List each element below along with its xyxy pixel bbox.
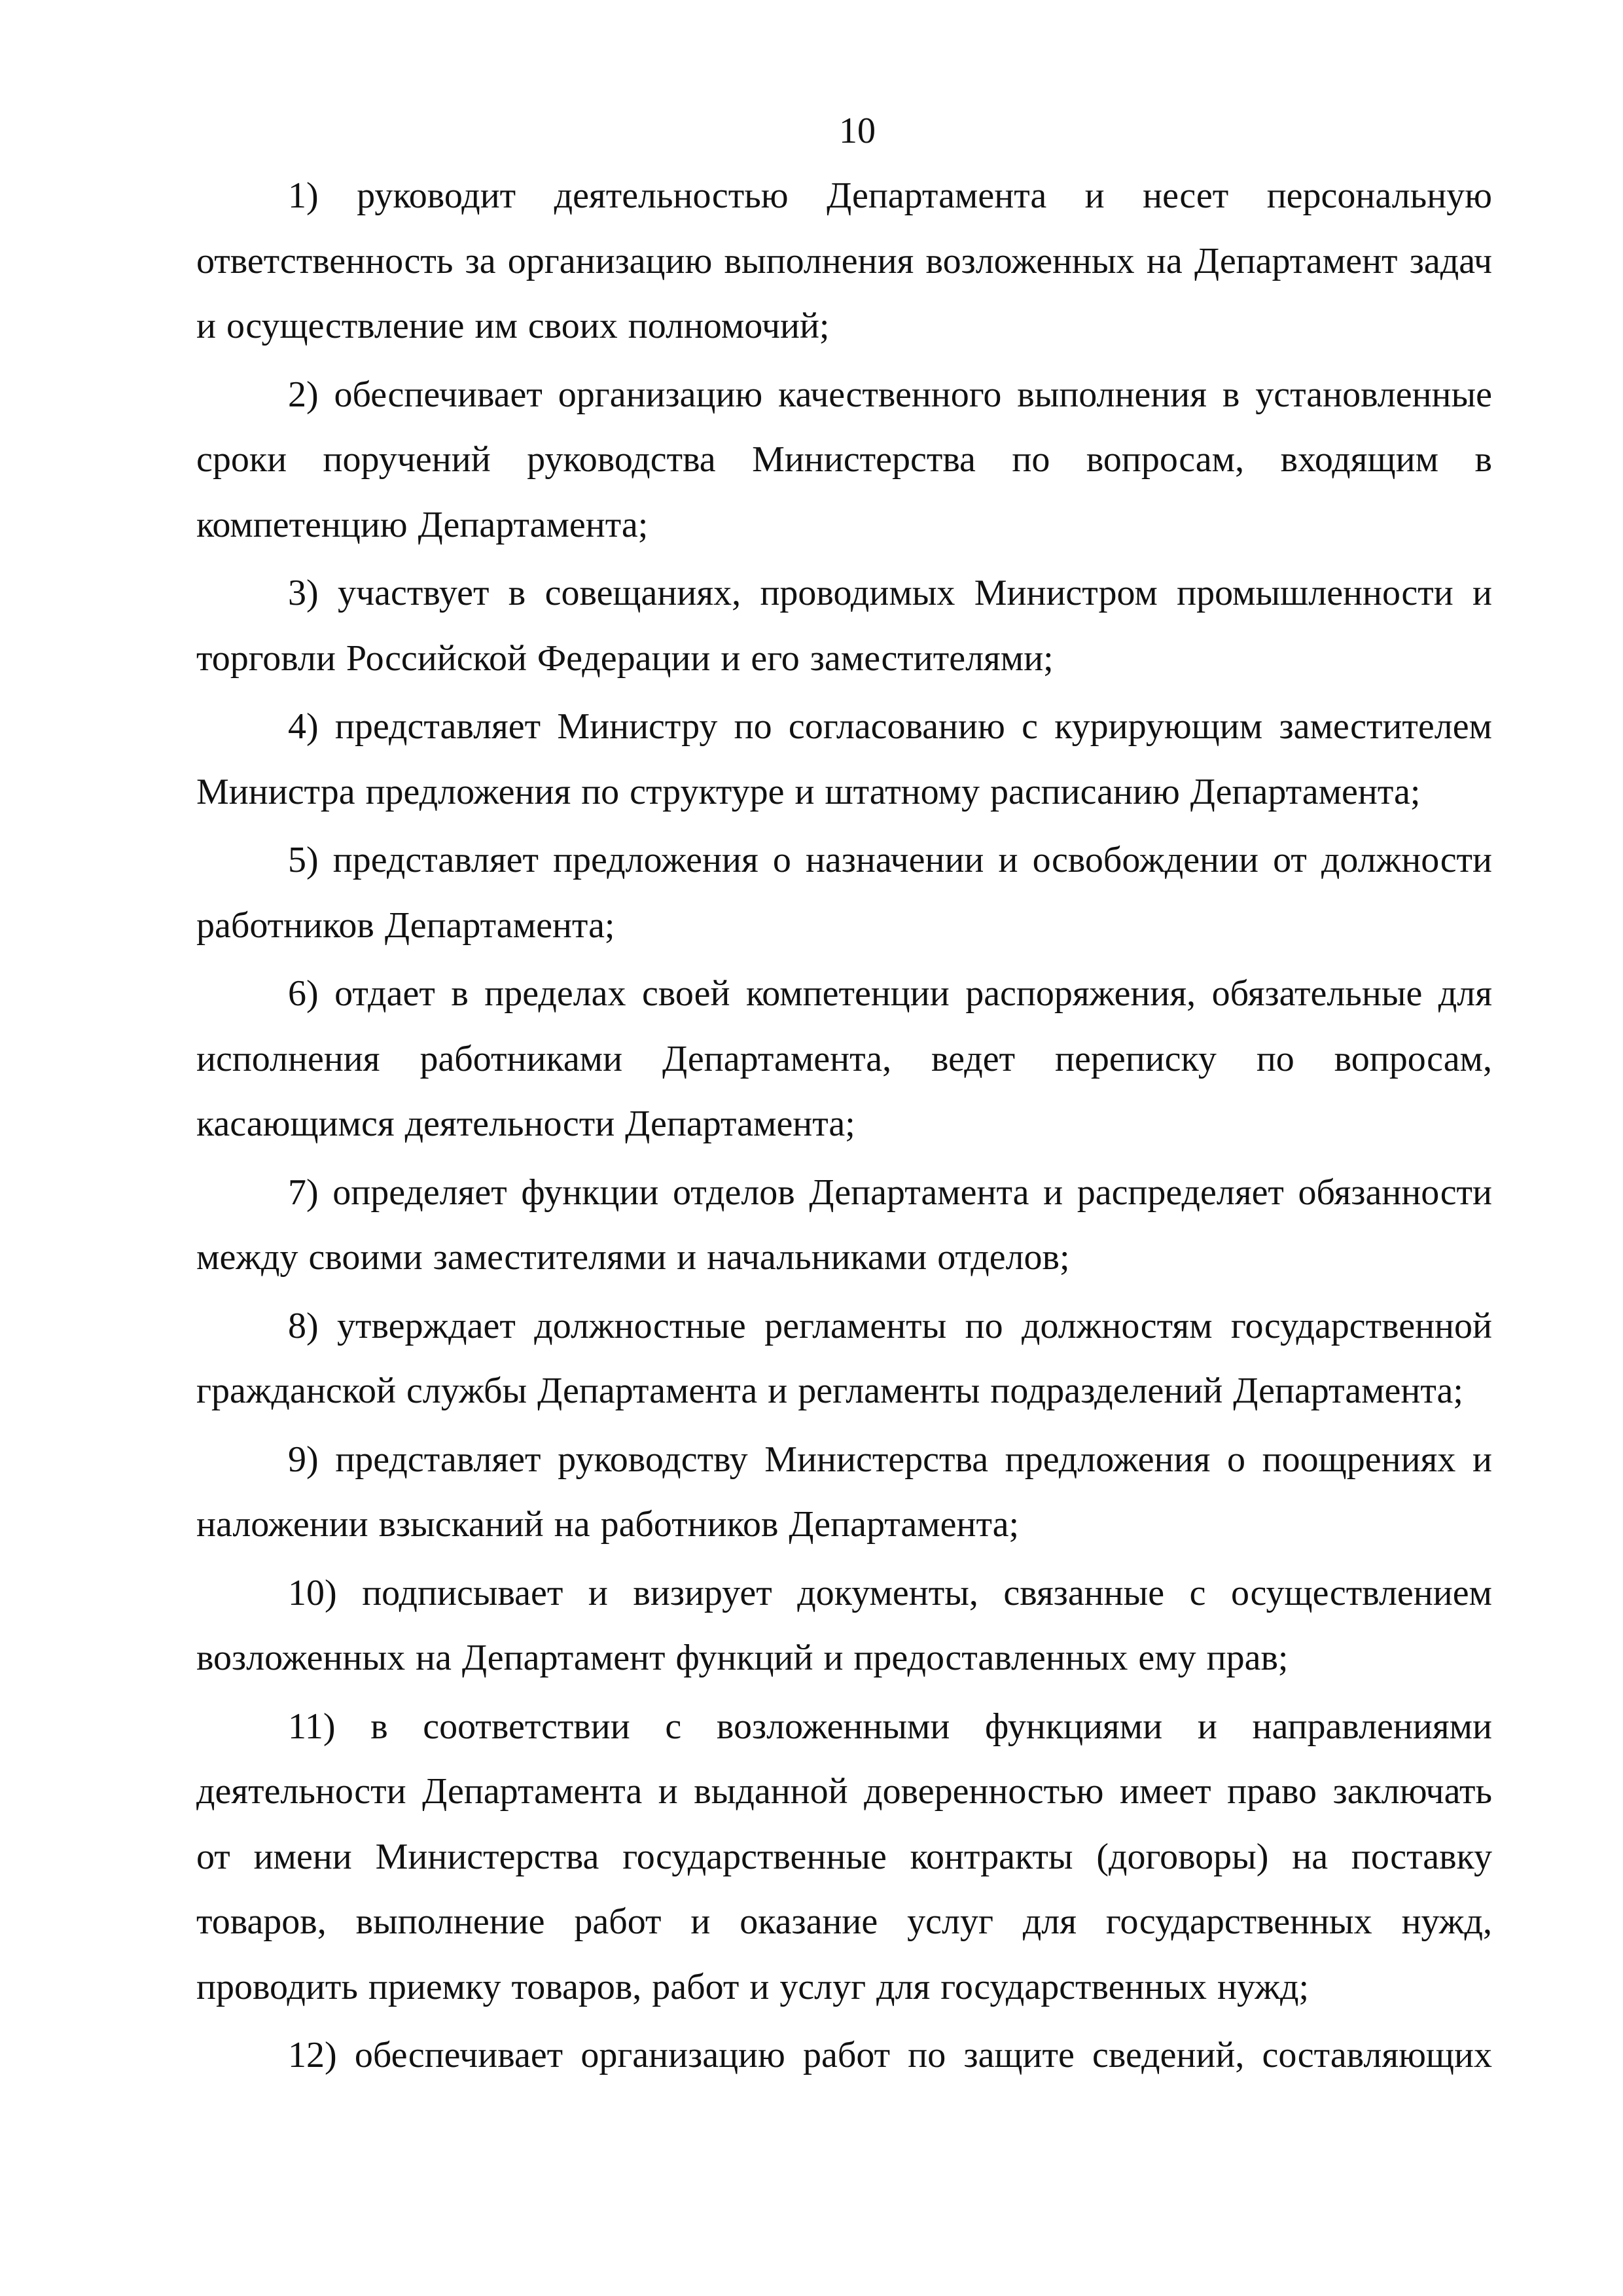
list-item: 3) участвует в совещаниях, проводимых Министром промышленности и торговли Российской Федерации и его заместителями; (196, 573, 1492, 679)
list-item: 5) представляет предложения о назначении и освобождении от должности работников Департамента; (196, 840, 1492, 946)
page-number: 10 (839, 111, 876, 151)
list-item: 4) представляет Министру по согласованию с курирующим заместителем Министра предложения по структуре и штатному расписанию Департамента; (196, 706, 1492, 812)
list-item: 6) отдает в пределах своей компетенции распоряжения, обязательные для исполнения работниками Департамента, ведет переписку по вопросам, касающимся деятельности Департамента; (196, 973, 1492, 1144)
list-item: 8) утверждает должностные регламенты по должностям государственной гражданской службы Департамента и регламенты подразделений Департамента; (196, 1305, 1492, 1411)
list-item: 2) обеспечивает организацию качественного выполнения в установленные сроки поручений руководства Министерства по вопросам, входящим в компетенцию Департамента; (196, 374, 1492, 545)
list-item: 12) обеспечивает организацию работ по защите сведений, составляющих (288, 2035, 1492, 2075)
document-body (196, 164, 1492, 2092)
list-item: 1) руководит деятельностью Департамента и несет персональную ответственность за организацию выполнения возложенных на Департамент задач и осуществление им своих полномочий; (196, 175, 1492, 346)
list-item: 7) определяет функции отделов Департамента и распределяет обязанности между своими заместителями и начальниками отделов; (196, 1172, 1492, 1278)
list-item: 11) в соответствии с возложенными функциями и направлениями деятельности Департамента и выданной доверенностью имеет право заключать от имени Министерства государственные контракты (договоры) на поставку товаров, выполнение работ и оказание услуг для государственных нужд, проводить приемку товаров, работ и услуг для государственных нужд; (196, 1706, 1492, 2007)
list-item: 10) подписывает и визирует документы, связанные с осуществлением возложенных на Департамент функций и предоставленных ему прав; (196, 1572, 1492, 1678)
list-item: 9) представляет руководству Министерства предложения о поощрениях и наложении взысканий на работников Департамента; (196, 1439, 1492, 1545)
